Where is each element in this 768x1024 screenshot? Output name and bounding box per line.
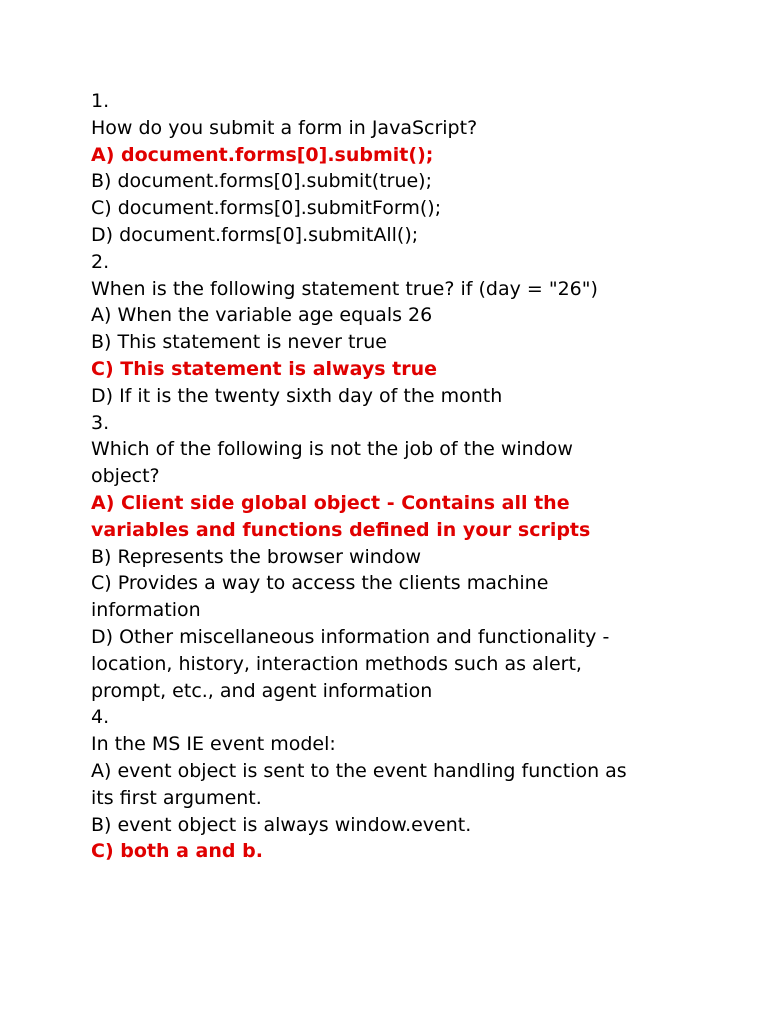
question-block bbox=[91, 88, 691, 249]
answer-option-correct: C) both a and b. bbox=[91, 840, 263, 863]
answer-option: prompt, etc., and agent information bbox=[91, 679, 433, 702]
answer-option: D) document.forms[0].submitAll(); bbox=[91, 223, 419, 246]
answer-option: C) Provides a way to access the clients machine bbox=[91, 572, 549, 595]
answer-option: D) If it is the twenty sixth day of the month bbox=[91, 384, 503, 407]
question-text: Which of the following is not the job of the window bbox=[91, 438, 573, 461]
answer-option: location, history, interaction methods such as alert, bbox=[91, 652, 582, 675]
answer-option: information bbox=[91, 599, 201, 622]
question-number: 3. bbox=[91, 411, 110, 434]
quiz-document bbox=[91, 88, 691, 865]
answer-option: B) Represents the browser window bbox=[91, 545, 422, 568]
answer-option: B) event object is always window.event. bbox=[91, 813, 472, 836]
answer-option: A) event object is sent to the event handling function as bbox=[91, 759, 627, 782]
question-number: 4. bbox=[91, 706, 110, 729]
question-block bbox=[91, 704, 691, 865]
question-block bbox=[91, 249, 691, 410]
question-number: 1. bbox=[91, 90, 110, 112]
question-text: In the MS IE event model: bbox=[91, 733, 336, 756]
answer-option: B) This statement is never true bbox=[91, 331, 387, 354]
answer-option: B) document.forms[0].submit(true); bbox=[91, 170, 432, 193]
question-text: object? bbox=[91, 465, 160, 488]
answer-option-correct: A) Client side global object - Contains all the bbox=[91, 491, 570, 514]
answer-option: C) document.forms[0].submitForm(); bbox=[91, 197, 442, 220]
answer-option-correct: variables and functions defined in your scripts bbox=[91, 518, 591, 541]
question-block bbox=[91, 410, 691, 705]
answer-option: D) Other miscellaneous information and functionality - bbox=[91, 625, 610, 648]
answer-option: its first argument. bbox=[91, 786, 262, 809]
question-text: When is the following statement true? if (day = "26") bbox=[91, 277, 598, 300]
question-text: How do you submit a form in JavaScript? bbox=[91, 116, 478, 139]
question-number: 2. bbox=[91, 250, 110, 273]
answer-option-correct: C) This statement is always true bbox=[91, 357, 437, 380]
answer-option: A) When the variable age equals 26 bbox=[91, 304, 433, 327]
answer-option-correct: A) document.forms[0].submit(); bbox=[91, 143, 434, 166]
